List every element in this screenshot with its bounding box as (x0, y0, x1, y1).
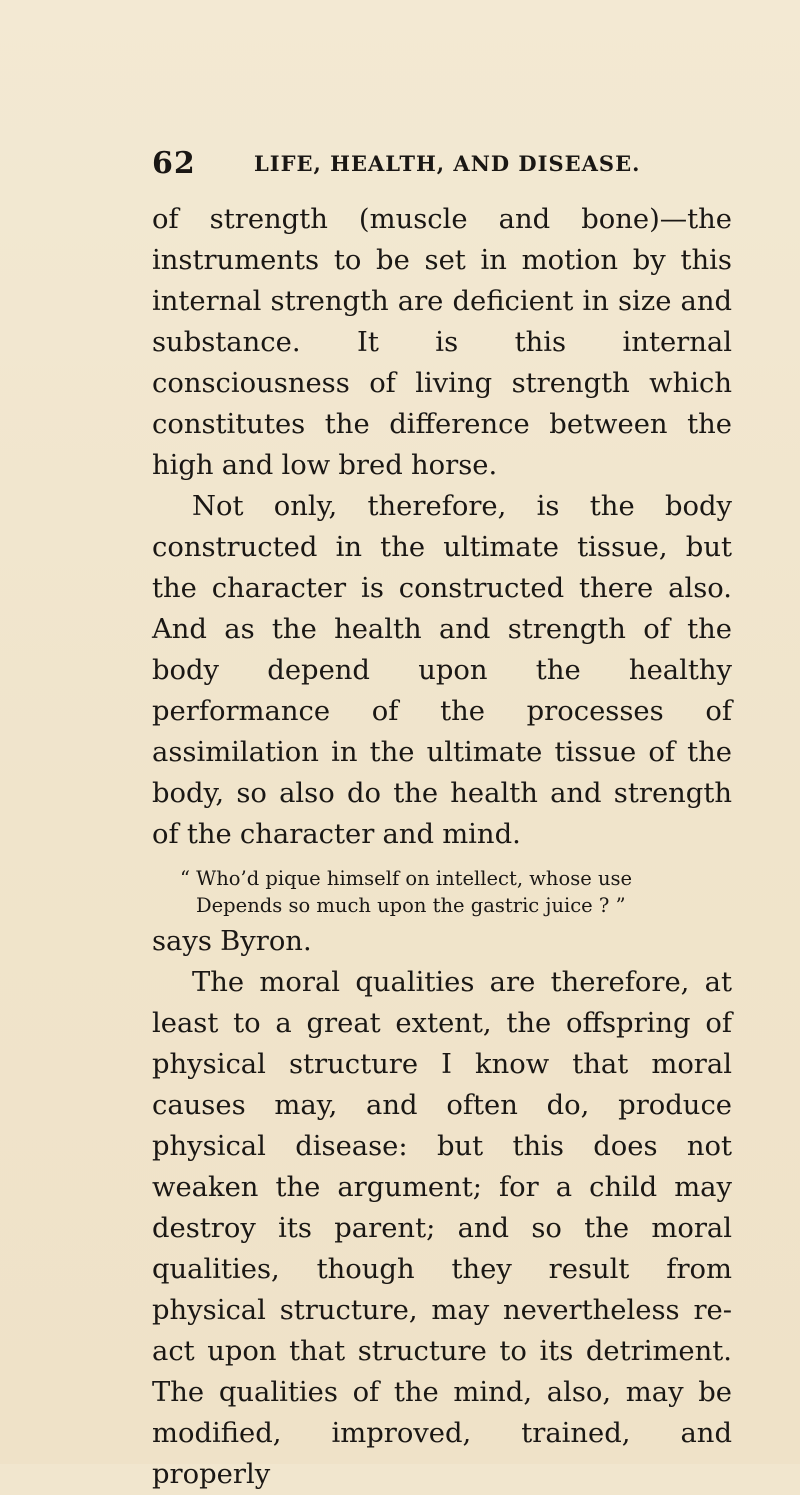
byron-quotation (180, 865, 732, 919)
page-number: 62 (152, 146, 196, 181)
quotation-attribution: says Byron. (152, 926, 312, 957)
paragraph-strength: of strength (muscle and bone)—the instruments to be set in motion by this internal strength are deficient in size and substance. It is this internal consciousness of living strength which constitutes the difference between the high and low bred horse. (152, 204, 732, 481)
running-title: LIFE, HEALTH, AND DISEASE. (254, 151, 641, 176)
paragraph-moral-qualities: The moral qualities are therefore, at least to a great extent, the offspring of physical structure I know that moral causes may, and often do, produce physical disease: but this does not weaken the argument; for a child may destroy its parent; and so the moral qualities, though they result from physical structure, may nevertheless re-act upon that structure to its detriment. The qualities of the mind, also, may be modified, improved, trained, and properly (152, 967, 732, 1490)
body-text (152, 199, 732, 1495)
quotation-line-2: Depends so much upon the gastric juice ? ” (196, 894, 626, 917)
running-head (152, 144, 732, 184)
quotation-line-1: “ Who’d pique himself on intellect, whose use (180, 867, 633, 890)
paragraph-character: Not only, therefore, is the body constructed in the ultimate tissue, but the character is constructed there also. And as the health and strength of the body depend upon the healthy performance of the processes of assimilation in the ultimate tissue of the body, so also do the health and strength of the character and mind. (152, 491, 732, 850)
